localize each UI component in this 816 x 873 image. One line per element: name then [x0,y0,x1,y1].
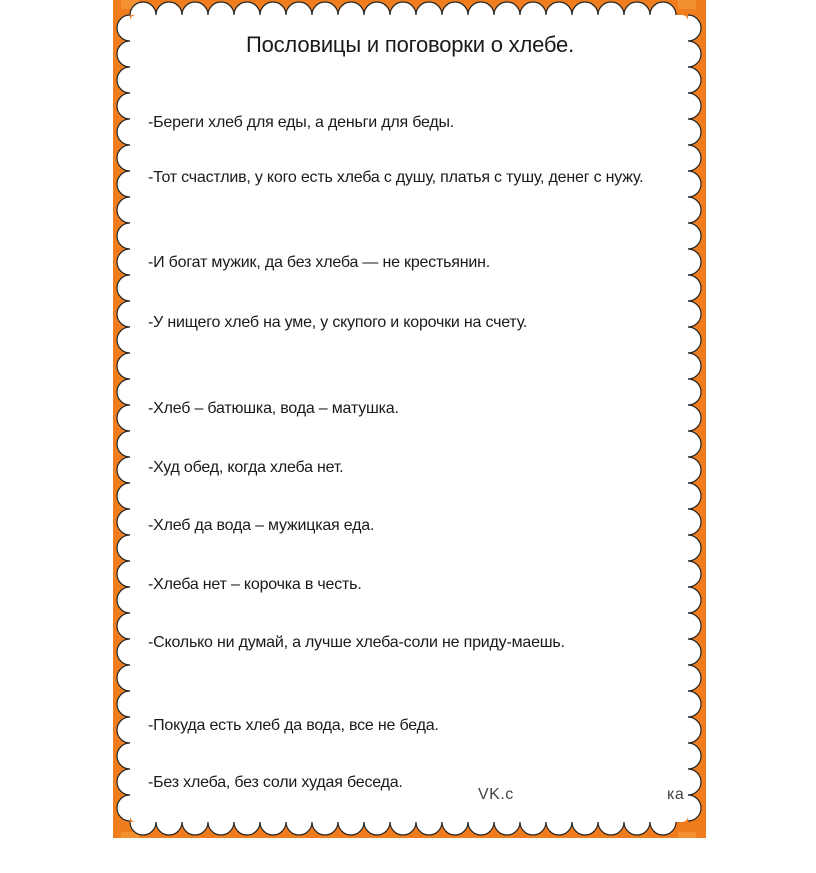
proverb-5: -Хлеб – батюшка, вода – матушка. [148,400,399,417]
proverb-10: -Покуда есть хлеб да вода, все не беда. [148,717,439,734]
proverb-4: -У нищего хлеб на уме, у скупого и корочки на счету. [148,314,528,331]
page-title: Пословицы и поговорки о хлебе. [245,32,574,57]
proverb-1: -Береги хлеб для еды, а деньги для беды. [148,114,455,131]
proverb-3: -И богат мужик, да без хлеба — не крестьянин. [148,254,491,271]
proverb-2: -Тот счастлив, у кого есть хлеба с душу, платья с тушу, денег с нужу. [148,169,644,186]
proverb-7: -Хлеб да вода – мужицкая еда. [148,517,375,534]
proverb-8: -Хлеба нет – корочка в честь. [148,576,362,593]
proverb-9: -Сколько ни думай, а лучше хлеба-соли не приду-маешь. [148,634,565,651]
watermark-right: ка [667,786,685,803]
watermark-left: VK.c [478,786,514,803]
proverb-6: -Худ обед, когда хлеба нет. [148,459,344,476]
proverb-11: -Без хлеба, без соли худая беседа. [148,774,403,791]
